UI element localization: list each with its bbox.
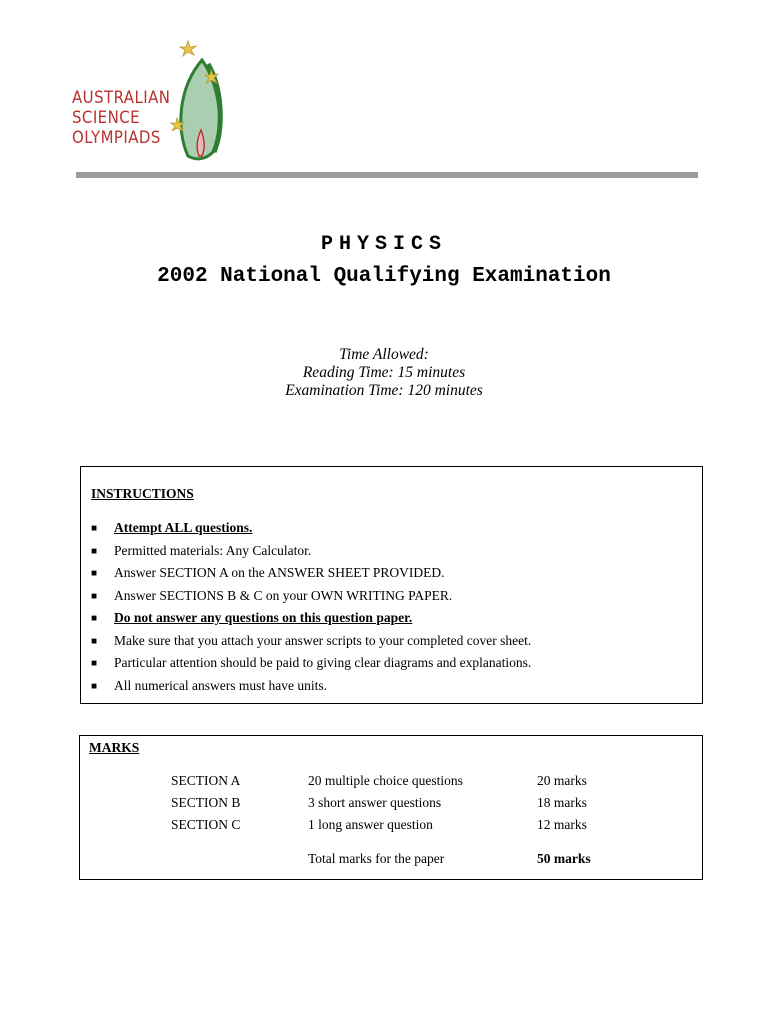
- logo-line-2: SCIENCE: [72, 108, 140, 128]
- table-row: [80, 817, 700, 835]
- bullet-icon: ■: [91, 635, 98, 647]
- logo-line-3: OLYMPIADS: [72, 128, 161, 148]
- exam-title: 2002 National Qualifying Examination: [157, 265, 611, 288]
- marks-box: [79, 735, 703, 880]
- list-item: [91, 608, 531, 631]
- bullet-icon: ■: [91, 545, 98, 557]
- list-item: [91, 586, 531, 609]
- instruction-text: All numerical answers must have units.: [114, 677, 327, 693]
- instructions-heading: INSTRUCTIONS: [91, 486, 194, 501]
- section-description: 1 long answer question: [308, 817, 433, 832]
- list-item: [91, 563, 531, 586]
- list-item: [91, 631, 531, 654]
- bullet-icon: ■: [91, 680, 98, 692]
- list-item: [91, 541, 531, 564]
- list-item: [91, 676, 531, 699]
- instruction-text: Particular attention should be paid to giving clear diagrams and explanations.: [114, 655, 532, 670]
- marks-heading: MARKS: [89, 740, 140, 755]
- section-description: 20 multiple choice questions: [308, 773, 463, 788]
- table-row: [80, 773, 700, 791]
- total-label: Total marks for the paper: [308, 851, 445, 866]
- instruction-text: Answer SECTION A on the ANSWER SHEET PROVIDED.: [114, 565, 445, 580]
- section-marks: 12 marks: [537, 817, 587, 832]
- total-row: [80, 851, 700, 869]
- asoi-logo: [72, 38, 232, 163]
- section-label: SECTION C: [171, 817, 241, 832]
- time-heading: Time Allowed:: [339, 346, 429, 363]
- list-item: [91, 518, 531, 541]
- reading-time: Reading Time: 15 minutes: [302, 364, 466, 381]
- subject-title: PHYSICS: [320, 233, 447, 256]
- section-marks: 18 marks: [537, 795, 587, 810]
- section-label: SECTION A: [171, 773, 241, 788]
- header-rule: [76, 172, 698, 178]
- bullet-icon: ■: [91, 613, 98, 624]
- section-label: SECTION B: [171, 795, 241, 810]
- instruction-text: Make sure that you attach your answer scripts to your completed cover sheet.: [114, 632, 532, 648]
- logo-line-1: AUSTRALIAN: [72, 88, 171, 108]
- examination-time: Examination Time: 120 minutes: [285, 382, 483, 399]
- instruction-text: Permitted materials: Any Calculator.: [114, 542, 312, 558]
- section-description: 3 short answer questions: [308, 795, 442, 810]
- bullet-icon: ■: [91, 658, 98, 669]
- bullet-icon: ■: [91, 523, 98, 534]
- instruction-text: Do not answer any questions on this question paper.: [114, 610, 413, 625]
- table-row: [80, 795, 700, 813]
- time-allowed-block: [0, 346, 768, 400]
- section-marks: 20 marks: [537, 773, 587, 788]
- instruction-text: Answer SECTIONS B & C on your OWN WRITING PAPER.: [114, 587, 453, 603]
- instructions-box: [80, 466, 703, 704]
- bullet-icon: ■: [91, 590, 98, 602]
- bullet-icon: ■: [91, 568, 98, 579]
- instruction-text: Attempt ALL questions.: [114, 520, 253, 535]
- leaf-star-emblem-icon: [168, 38, 228, 163]
- list-item: [91, 653, 531, 676]
- total-value: 50 marks: [537, 851, 591, 866]
- instructions-list: [91, 518, 531, 698]
- logo-wordmark: [72, 88, 170, 148]
